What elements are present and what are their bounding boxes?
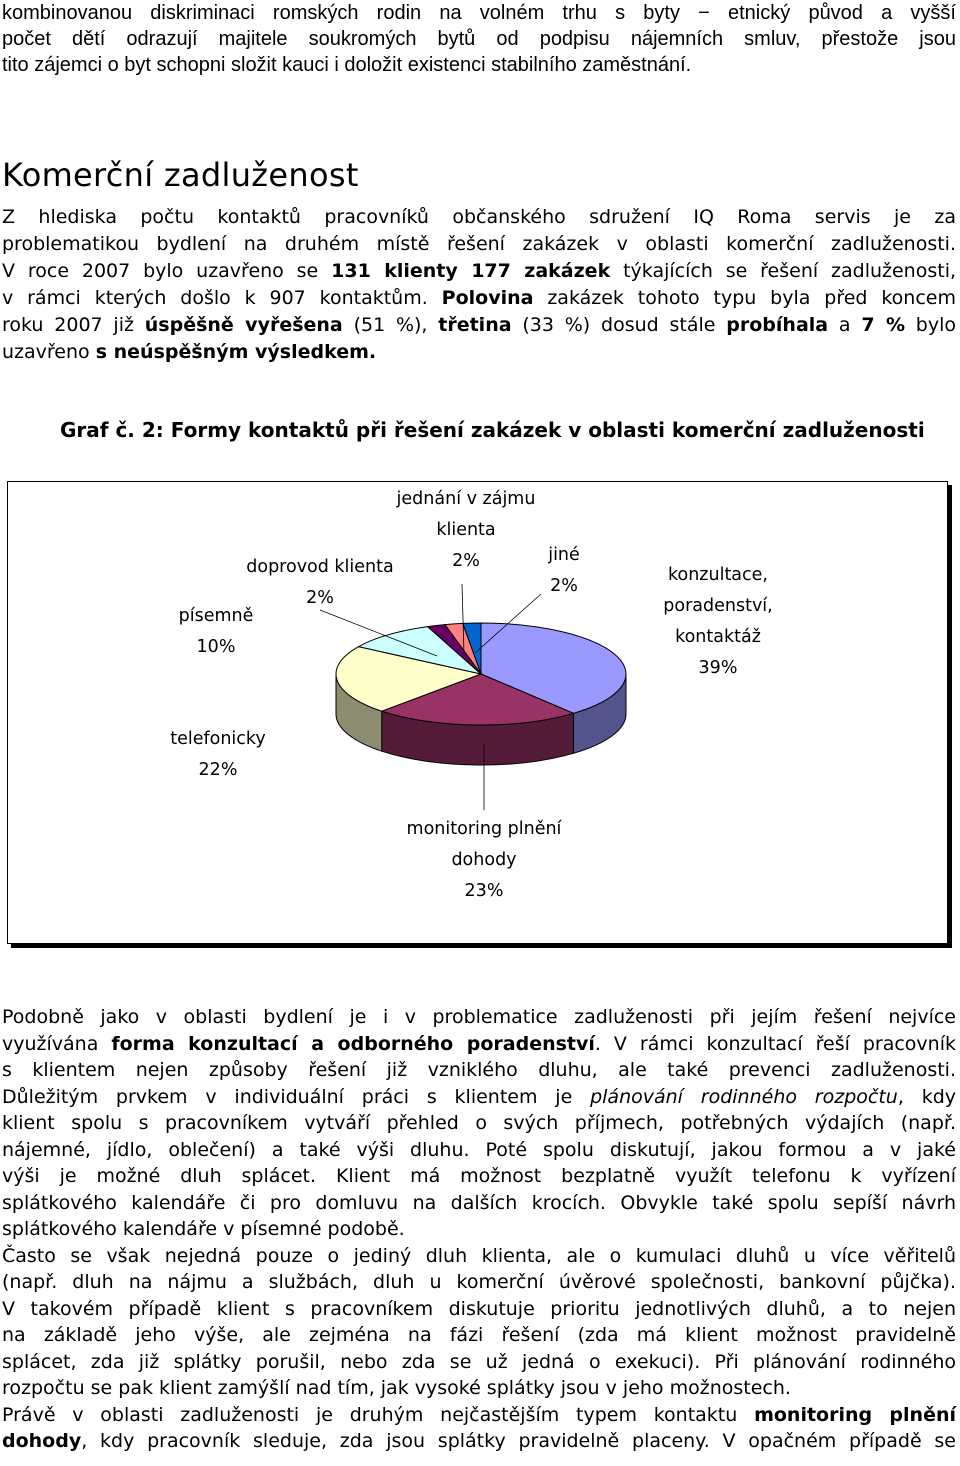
text-line: Z hlediska počtu kontaktů pracovníků občanského sdružení IQ Roma servis je za [2,206,956,228]
text-line: využívána forma konzultací a odborného poradenství. V rámci konzultací řeší pracovník [2,1032,956,1055]
text-line: V roce 2007 bylo uzavřeno se 131 klienty 177 zakázek týkajících se řešení zadluženosti, [2,260,957,282]
pie-value-label-5: 2% [452,551,480,571]
text-line: dohody, kdy pracovník sleduje, zda jsou splátky pravidelně placeny. V opačném případě se [2,1430,956,1452]
text-line: Podobně jako v oblasti bydlení je i v problematice zadluženosti při jejím řešení nejvíce [2,1006,956,1028]
text-line: v rámci kterých došlo k 907 kontaktům. Polovina zakázek tohoto typu byla před koncem [2,287,956,309]
text-line: splátkového kalendáře v písemné podobě. [2,1218,405,1240]
pie-label-1: monitoring plnění [406,819,562,839]
text-line: nájemné, jídlo, oblečení) a také výši dluhu. Poté spolu diskutují, jakou formou a v jaké [2,1138,956,1161]
text-line: splácet, zda již splátky porušil, nebo zda se už jedná o exekuci). Při plánování rodinného [2,1350,956,1373]
pie-label-1: dohody [451,850,517,870]
text-line: Právě v oblasti zadluženosti je druhým nejčastějším typem kontaktu monitoring plnění [2,1403,956,1426]
pie-value-label-0: 39% [698,658,738,678]
text-line: problematikou bydlení na druhém místě řešení zakázek v oblasti komerční zadluženosti. [2,233,956,255]
intro-line: kombinovanou diskriminaci romských rodin na volném trhu s byty − etnický původ a vyšší [2,2,956,24]
pie-label-6: jiné [548,545,580,565]
text-line: Důležitým prvkem v individuální práci s klientem je plánování rodinného rozpočtu, kdy [2,1085,957,1108]
text-line: roku 2007 již úspěšně vyřešena (51 %), třetina (33 %) dosud stále probíhala a 7 % bylo [2,314,957,336]
text-line: výši je možné dluh splácet. Klient má možnost bezplatně využít telefonu k vyřízení [2,1165,956,1187]
pie-label-5: jednání v zájmu [396,489,536,509]
pie-value-label-6: 2% [550,576,578,596]
pie-label-5: klienta [436,520,496,540]
intro-paragraph [2,0,956,78]
text-line: klient spolu s pracovníkem vytváří přehled o svých příjmech, potřebných výdajích (např. [2,1112,956,1134]
text-line: V takovém případě klient s pracovníkem diskutuje prioritu jednotlivých dluhů, a to nejen [2,1297,956,1320]
text-line: Často se však nejedná pouze o jediný dluh klienta, ale o kumulaci dluhů u více věřitelů [2,1244,956,1267]
pie-value-label-4: 2% [306,588,334,608]
section-title: Komerční zadluženost [2,156,359,194]
pie-label-4: doprovod klienta [246,557,394,577]
pie-label-0: poradenství, [663,596,773,616]
pie-value-label-2: 22% [198,760,238,780]
intro-line: tito zájemci o byt schopni složit kauci i doložit existenci stabilního zaměstnání. [2,54,692,76]
intro-line: počet dětí odrazují majitele soukromých bytů od podpisu nájemních smluv, přestože jsou [2,28,956,50]
text-line: uzavřeno s neúspěšným výsledkem. [2,341,377,363]
pie-value-label-1: 23% [464,881,504,901]
text-line: rozpočtu se pak klient zamýšlí nad tím, jak vysoké splátky jsou v jeho možnostech. [2,1377,791,1399]
pie-label-3: písemně [178,606,254,626]
pie-chart-frame [7,481,948,944]
paragraph-debt-stats [2,204,956,366]
pie-value-label-3: 10% [196,637,236,657]
body-text [2,1004,956,1455]
text-line: na základě jeho výše, ale zejména na fázi řešení (zda má klient možnost pravidelně [2,1324,956,1346]
chart-caption: Graf č. 2: Formy kontaktů při řešení zakázek v oblasti komerční zadluženosti [60,418,925,442]
text-line: (např. dluh na nájmu a službách, dluh u komerční úvěrové společnosti, bankovní půjčka). [2,1271,956,1293]
pie-label-2: telefonicky [170,729,266,749]
pie-label-0: kontaktáž [675,627,761,647]
text-line: splátkového kalendáře či pro domluvu na dalších krocích. Obvykle také spolu sepíší návrh [2,1191,956,1214]
pie-chart [8,482,947,943]
text-line: s klientem nejen způsoby řešení již vzniklého dluhu, ale také prevenci zadluženosti. [2,1059,956,1081]
pie-label-0: konzultace, [668,565,768,585]
